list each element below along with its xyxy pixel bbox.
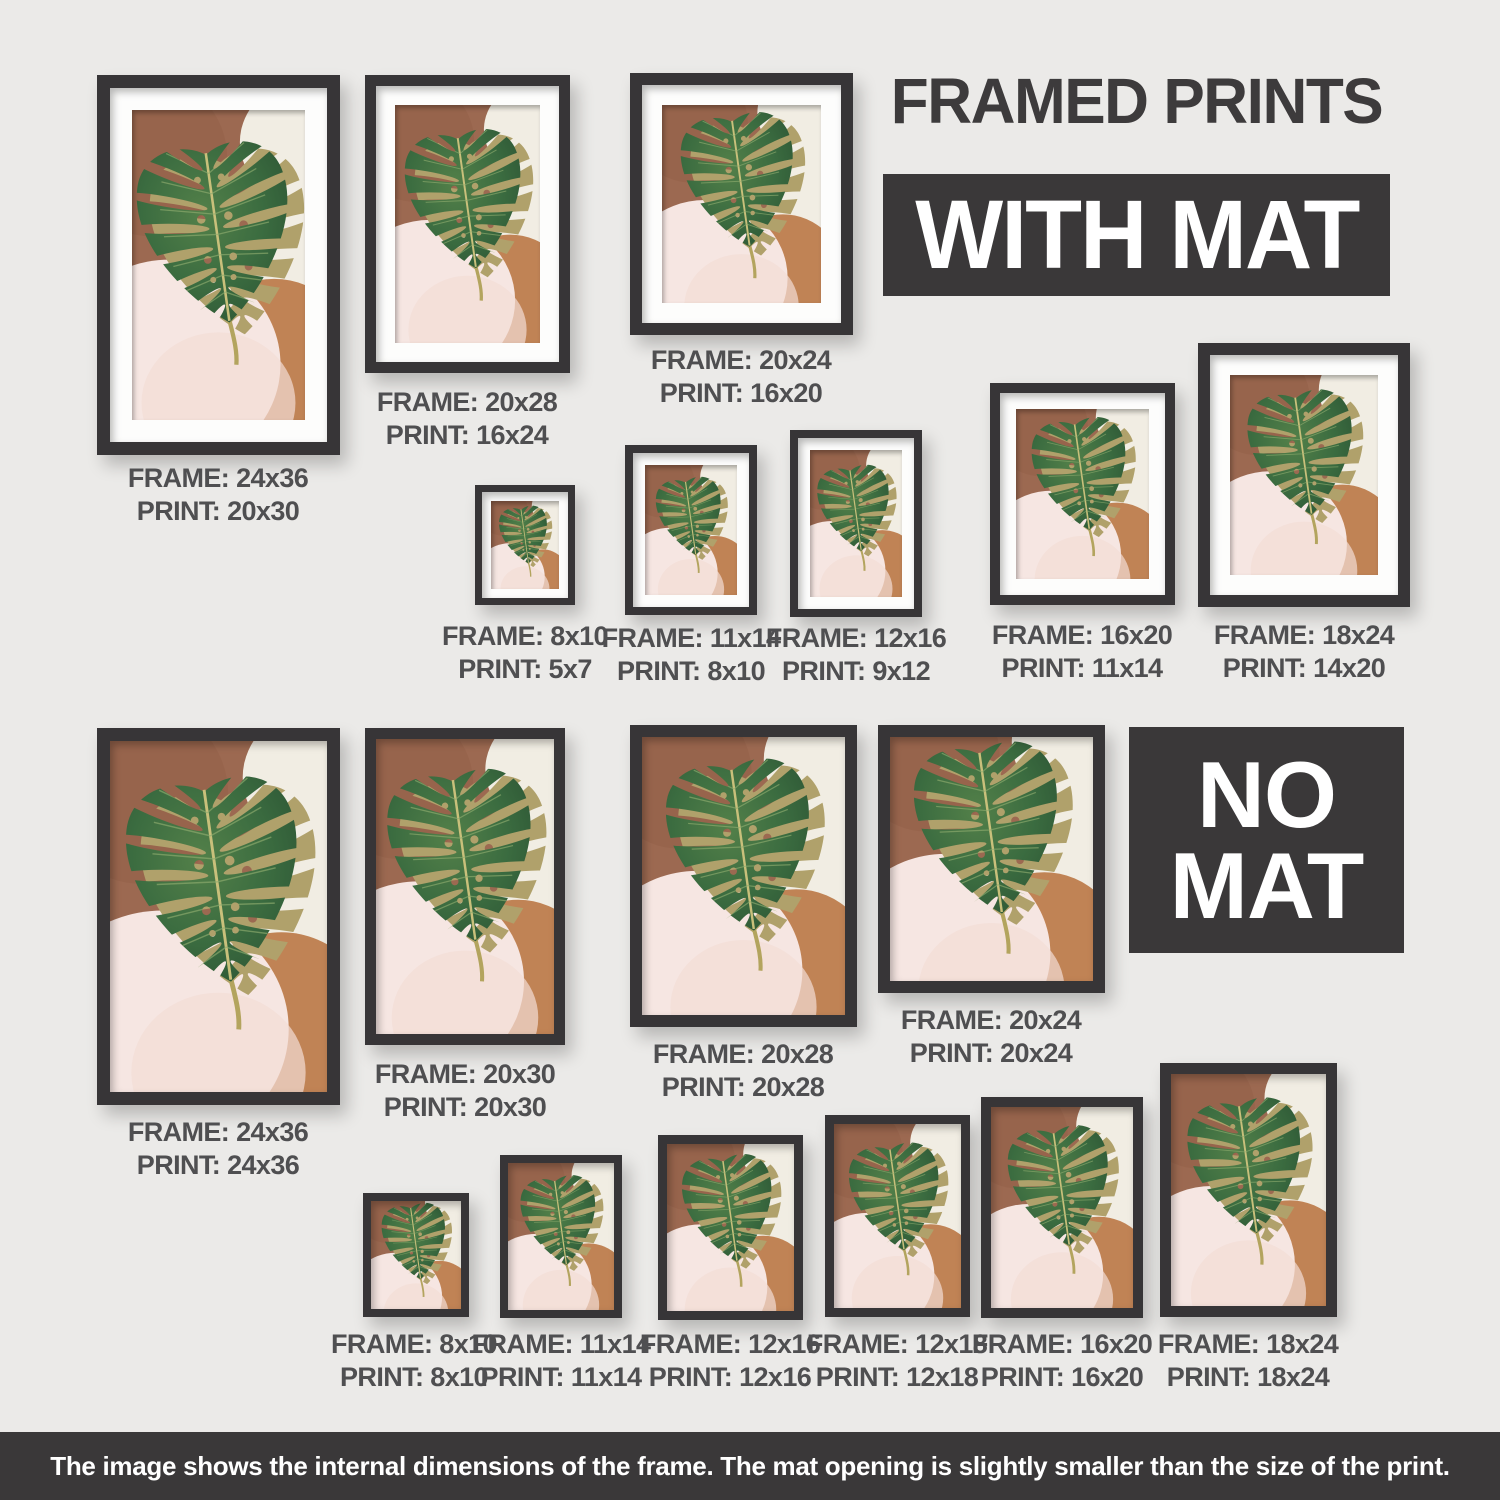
size-label-with-mat-12x16: FRAME: 12x16 PRINT: 9x12 xyxy=(765,623,947,686)
footer-note-bar xyxy=(0,1432,1500,1500)
no-mat-badge-line2: MAT xyxy=(1169,833,1364,938)
monstera-art xyxy=(991,1107,1133,1308)
size-label-no-mat-20x28: FRAME: 20x28 PRINT: 20x28 xyxy=(652,1039,834,1102)
frame-no-mat-20x30 xyxy=(365,728,565,1045)
monstera-art xyxy=(1016,409,1149,579)
size-label-no-mat-12x16: FRAME: 12x16 PRINT: 12x16 xyxy=(639,1329,821,1392)
size-label-with-mat-18x24: FRAME: 18x24 PRINT: 14x20 xyxy=(1213,620,1395,683)
size-label-no-mat-20x30: FRAME: 20x30 PRINT: 20x30 xyxy=(374,1059,556,1122)
monstera-art xyxy=(395,105,540,343)
size-label-no-mat-18x24: FRAME: 18x24 PRINT: 18x24 xyxy=(1157,1329,1339,1392)
monstera-art xyxy=(834,1124,961,1308)
monstera-art xyxy=(645,465,737,595)
frame-no-mat-11x14 xyxy=(500,1155,622,1318)
frame-no-mat-20x28 xyxy=(630,725,857,1027)
size-label-no-mat-16x20: FRAME: 16x20 PRINT: 16x20 xyxy=(971,1329,1153,1392)
frame-with-mat-12x16 xyxy=(790,430,922,617)
frame-with-mat-24x36 xyxy=(97,75,340,455)
monstera-art xyxy=(810,450,902,597)
size-label-no-mat-20x24: FRAME: 20x24 PRINT: 20x24 xyxy=(900,1005,1082,1068)
monstera-art xyxy=(1230,375,1378,575)
monstera-art xyxy=(667,1144,794,1311)
frame-no-mat-16x20 xyxy=(981,1097,1143,1318)
monstera-art xyxy=(491,501,559,589)
frame-no-mat-18x24 xyxy=(1160,1063,1337,1317)
frame-with-mat-11x14 xyxy=(625,445,757,615)
monstera-art xyxy=(890,737,1093,981)
frame-with-mat-20x24 xyxy=(630,73,853,335)
monstera-art xyxy=(508,1163,614,1310)
frame-no-mat-12x16 xyxy=(658,1135,803,1320)
size-label-no-mat-12x18: FRAME: 12x18 PRINT: 12x18 xyxy=(806,1329,988,1392)
frame-no-mat-8x10 xyxy=(363,1193,469,1317)
with-mat-badge xyxy=(883,174,1390,296)
footer-note-text: The image shows the internal dimensions of the frame. The mat opening is slightly smaller than the size of the print. xyxy=(50,1450,1450,1481)
size-label-with-mat-16x20: FRAME: 16x20 PRINT: 11x14 xyxy=(991,620,1173,683)
no-mat-badge xyxy=(1129,727,1404,953)
frame-with-mat-18x24 xyxy=(1198,343,1410,607)
size-label-no-mat-24x36: FRAME: 24x36 PRINT: 24x36 xyxy=(127,1117,309,1180)
monstera-art xyxy=(371,1201,461,1309)
frame-with-mat-8x10 xyxy=(475,485,575,605)
frame-no-mat-24x36 xyxy=(97,728,340,1105)
frame-with-mat-16x20 xyxy=(990,383,1175,605)
monstera-art xyxy=(1171,1074,1326,1306)
monstera-art xyxy=(110,741,327,1092)
size-label-with-mat-24x36: FRAME: 24x36 PRINT: 20x30 xyxy=(127,463,309,526)
size-label-no-mat-8x10: FRAME: 8x10 PRINT: 8x10 xyxy=(331,1329,497,1392)
frame-no-mat-20x24 xyxy=(878,725,1105,993)
size-label-no-mat-11x14: FRAME: 11x14 PRINT: 11x14 xyxy=(471,1329,651,1392)
with-mat-badge-label: WITH MAT xyxy=(914,180,1359,289)
no-mat-badge-line1: NO xyxy=(1197,741,1336,847)
size-label-with-mat-8x10: FRAME: 8x10 PRINT: 5x7 xyxy=(442,621,608,684)
frame-no-mat-12x18 xyxy=(825,1115,970,1317)
size-label-with-mat-20x24: FRAME: 20x24 PRINT: 16x20 xyxy=(650,345,832,408)
monstera-art xyxy=(132,110,305,420)
frame-with-mat-20x28 xyxy=(365,75,570,373)
page-title: FRAMED PRINTS xyxy=(890,65,1383,137)
monstera-art xyxy=(662,105,821,303)
size-label-with-mat-20x28: FRAME: 20x28 PRINT: 16x24 xyxy=(376,387,558,450)
monstera-art xyxy=(376,739,554,1034)
monstera-art xyxy=(642,737,845,1015)
size-label-with-mat-11x14: FRAME: 11x14 PRINT: 8x10 xyxy=(601,623,781,686)
